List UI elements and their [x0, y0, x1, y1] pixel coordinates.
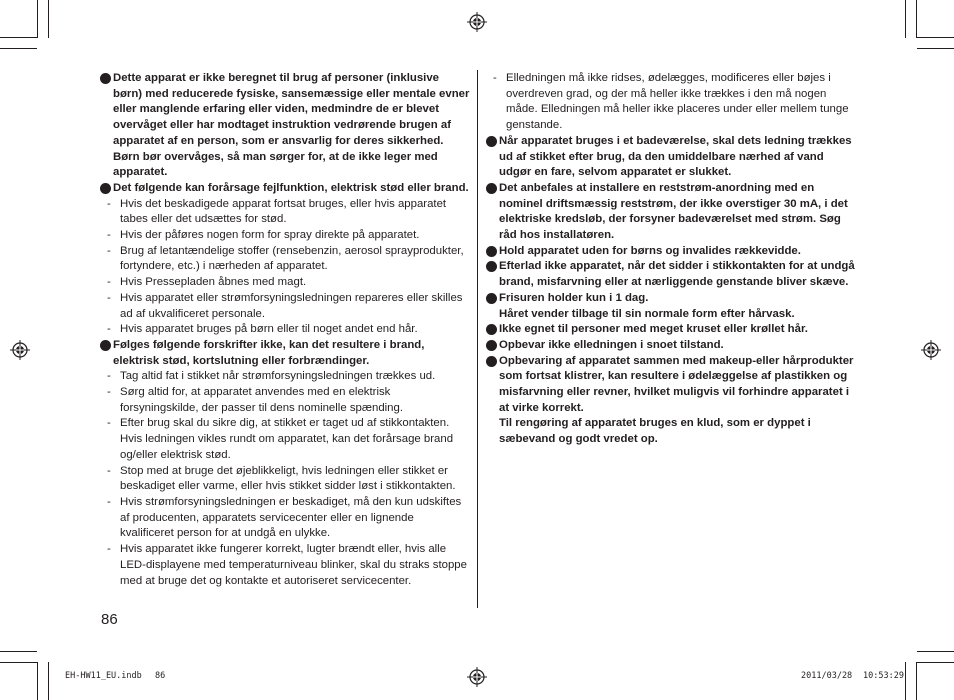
- safety-bullet: [486, 322, 858, 338]
- dash-icon: -: [107, 464, 111, 477]
- sub-item-text: Hvis strømforsyningsledningen er beskadiget, må den kun udskiftes af producenten, apparatets servicecenter eller en lignende kvalificeret person for at undgå en ulykke.: [120, 495, 462, 540]
- sub-item-text: Hvis apparatet ikke fungerer korrekt, lugter brændt eller, hvis alle LED-displayene med temperaturniveau blinker, skal du straks stoppe med at bruge det og kontakte et autoriseret servicecenter.: [120, 543, 467, 587]
- registration-mark-icon: [467, 12, 487, 32]
- registration-mark-icon: [467, 667, 487, 687]
- dash-icon: -: [107, 291, 111, 304]
- dash-icon: -: [107, 323, 111, 336]
- safety-bullet: [486, 259, 858, 290]
- bullet-icon: [486, 293, 497, 304]
- bullet-icon: [486, 246, 497, 257]
- crop-mark: [0, 651, 37, 652]
- sub-item: [106, 464, 470, 495]
- crop-mark: [917, 662, 954, 663]
- dash-icon: -: [107, 495, 111, 508]
- bullet-icon: [486, 183, 497, 194]
- crop-mark: [37, 662, 38, 700]
- slug-page: 86: [155, 671, 166, 681]
- bullet-text: Hold apparatet uden for børns og invalides rækkevidde.: [499, 244, 801, 257]
- continuation-text: Til rengøring af apparatet bruges en klud, som er dyppet i sæbevand og godt vredet op.: [499, 417, 811, 446]
- sub-item: [106, 275, 470, 291]
- bullet-icon: [100, 183, 111, 194]
- sub-item: [106, 322, 470, 338]
- crop-mark: [0, 662, 37, 663]
- sub-item-text: Hvis Pressepladen åbnes med magt.: [120, 276, 307, 289]
- crop-mark: [0, 37, 37, 38]
- crop-mark: [905, 0, 906, 38]
- sub-item-text: Brug af letantændelige stoffer (rensebenzin, aerosol sprayprodukter, fortyndere, etc.) i nærheden af apparatet.: [120, 244, 464, 273]
- safety-bullet: [486, 291, 858, 307]
- crop-mark: [917, 48, 954, 49]
- bullet-text: Opbevar ikke elledningen i snoet tilstand.: [499, 338, 724, 351]
- sub-item: [492, 71, 858, 134]
- registration-mark-icon: [921, 340, 941, 360]
- sub-item-text: Hvis apparatet bruges på børn eller til noget andet end hår.: [120, 323, 418, 336]
- crop-mark: [916, 0, 917, 38]
- bullet-icon: [486, 136, 497, 147]
- dash-icon: -: [107, 370, 111, 383]
- bullet-text: Opbevaring af apparatet sammen med makeup-eller hårprodukter som fortsat klistrer, kan resultere i ødelæggelse af plastikken og misfarvning eller revner, hvilket muligvis vil forhindre apparatet i at virke korrekt.: [499, 354, 854, 414]
- right-column: [486, 71, 858, 448]
- crop-mark: [37, 0, 38, 38]
- safety-bullet: [100, 71, 470, 181]
- bullet-icon: [100, 73, 111, 84]
- bullet-text: Efterlad ikke apparatet, når det sidder i stikkontakten for at undgå brand, misfarvning eller at nærliggende genstande bliver skæve.: [499, 260, 855, 289]
- bullet-icon: [486, 261, 497, 272]
- sub-item-text: Sørg altid for, at apparatet anvendes med en elektrisk forsyningskilde, der passer til dens nominelle spænding.: [120, 386, 404, 414]
- crop-mark: [916, 662, 917, 700]
- dash-icon: -: [107, 197, 111, 210]
- crop-mark: [48, 662, 49, 700]
- crop-mark: [917, 651, 954, 652]
- bullet-text: Dette apparat er ikke beregnet til brug af personer (inklusive børn) med reducerede fysiske, sansemæssige eller mentale evner eller manglende erfaring eller viden, medmindre de er blevet overvåget eller har modtaget instruktion vedrørende brugen af apparatet af en person, som er ansvarlig for deres sikkerhed. Børn bør overvåges, så man sørger for, at de ikke leger med apparatet.: [113, 72, 470, 179]
- crop-mark: [917, 37, 954, 38]
- sub-item: [106, 542, 470, 589]
- bullet-text: Ikke egnet til personer med meget kruset eller krøllet hår.: [499, 323, 808, 336]
- bullet-icon: [486, 340, 497, 351]
- dash-icon: -: [107, 543, 111, 556]
- sub-item: [106, 385, 470, 416]
- dash-icon: -: [107, 417, 111, 430]
- sub-item: [106, 291, 470, 322]
- dash-icon: -: [107, 276, 111, 289]
- bullet-icon: [100, 340, 111, 351]
- sub-item: [106, 416, 470, 463]
- column-divider: [477, 70, 478, 608]
- sub-item-text: Hvis apparatet eller strømforsyningsledningen repareres eller skilles ad af ukvalificeret personale.: [120, 291, 463, 320]
- sub-item: [106, 369, 470, 385]
- sub-item: [106, 197, 470, 228]
- page-number: 86: [101, 611, 118, 628]
- safety-bullet: [486, 244, 858, 260]
- crop-mark: [905, 662, 906, 700]
- dash-icon: -: [107, 229, 111, 242]
- sub-item: [106, 495, 470, 542]
- sub-item-text: Hvis der påføres nogen form for spray direkte på apparatet.: [120, 229, 420, 242]
- safety-bullet: [486, 134, 858, 181]
- safety-bullet: [486, 338, 858, 354]
- sub-item-text: Elledningen må ikke ridses, ødelægges, modificeres eller bøjes i overdreven grad, og der må heller ikke trækkes i den må nogen måde. Elledningen må heller ikke placeres under eller mellem tunge genstande.: [506, 72, 849, 132]
- bullet-icon: [486, 324, 497, 335]
- slug-time: 10:53:29: [863, 671, 904, 681]
- sub-item-text: Hvis det beskadigede apparat fortsat bruges, eller hvis apparatet tabes eller det udsættes for stød.: [120, 197, 447, 226]
- slug-date: 2011/03/28: [801, 671, 853, 681]
- safety-bullet: [486, 181, 858, 244]
- registration-mark-icon: [10, 340, 30, 360]
- bullet-text: Det følgende kan forårsage fejlfunktion, elektrisk stød eller brand.: [113, 181, 469, 194]
- sub-item: [106, 228, 470, 244]
- bullet-text: Frisuren holder kun i 1 dag.: [499, 291, 649, 304]
- sub-item: [106, 244, 470, 275]
- dash-icon: -: [107, 244, 111, 257]
- crop-mark: [48, 0, 49, 38]
- safety-bullet: [486, 354, 858, 417]
- bullet-icon: [486, 356, 497, 367]
- bullet-text: Det anbefales at installere en reststrøm-anordning med en nominel driftsmæssig reststrøm, der ikke overstiger 30 mA, i det elektriske kredsløb, der forsyner badeværelset med strøm. Søg råd hos installatøren.: [499, 181, 848, 242]
- sub-item-text: Stop med at bruge det øjeblikkeligt, hvis ledningen eller stikket er beskadiget eller varme, eller hvis stikket sidder løst i stikkontakten.: [120, 464, 456, 493]
- sub-item-text: Efter brug skal du sikre dig, at stikket er taget ud af stikkontakten. Hvis ledningen vikles rundt om apparatet, kan det forårsage brand og/eller elektrisk stød.: [120, 417, 454, 461]
- crop-mark: [0, 48, 37, 49]
- safety-bullet: [100, 181, 470, 197]
- dash-icon: -: [107, 386, 111, 399]
- bullet-text: Følges følgende forskrifter ikke, kan det resultere i brand, elektrisk stød, kortslutning eller forbrændinger.: [113, 338, 425, 367]
- slug-filename: EH-HW11_EU.indb: [65, 671, 142, 681]
- sub-item-text: Tag altid fat i stikket når strømforsyningsledningen trækkes ud.: [120, 370, 436, 383]
- left-column: [100, 71, 470, 589]
- dash-icon: -: [493, 72, 497, 84]
- continuation-text: Håret vender tilbage til sin normale form efter hårvask.: [499, 307, 795, 320]
- bullet-text: Når apparatet bruges i et badeværelse, skal dets ledning trækkes ud af stikket efter brug, da den umiddelbare nærhed af vand udgør en fare, selvom apparatet er slukket.: [499, 134, 852, 179]
- safety-bullet: [100, 338, 470, 369]
